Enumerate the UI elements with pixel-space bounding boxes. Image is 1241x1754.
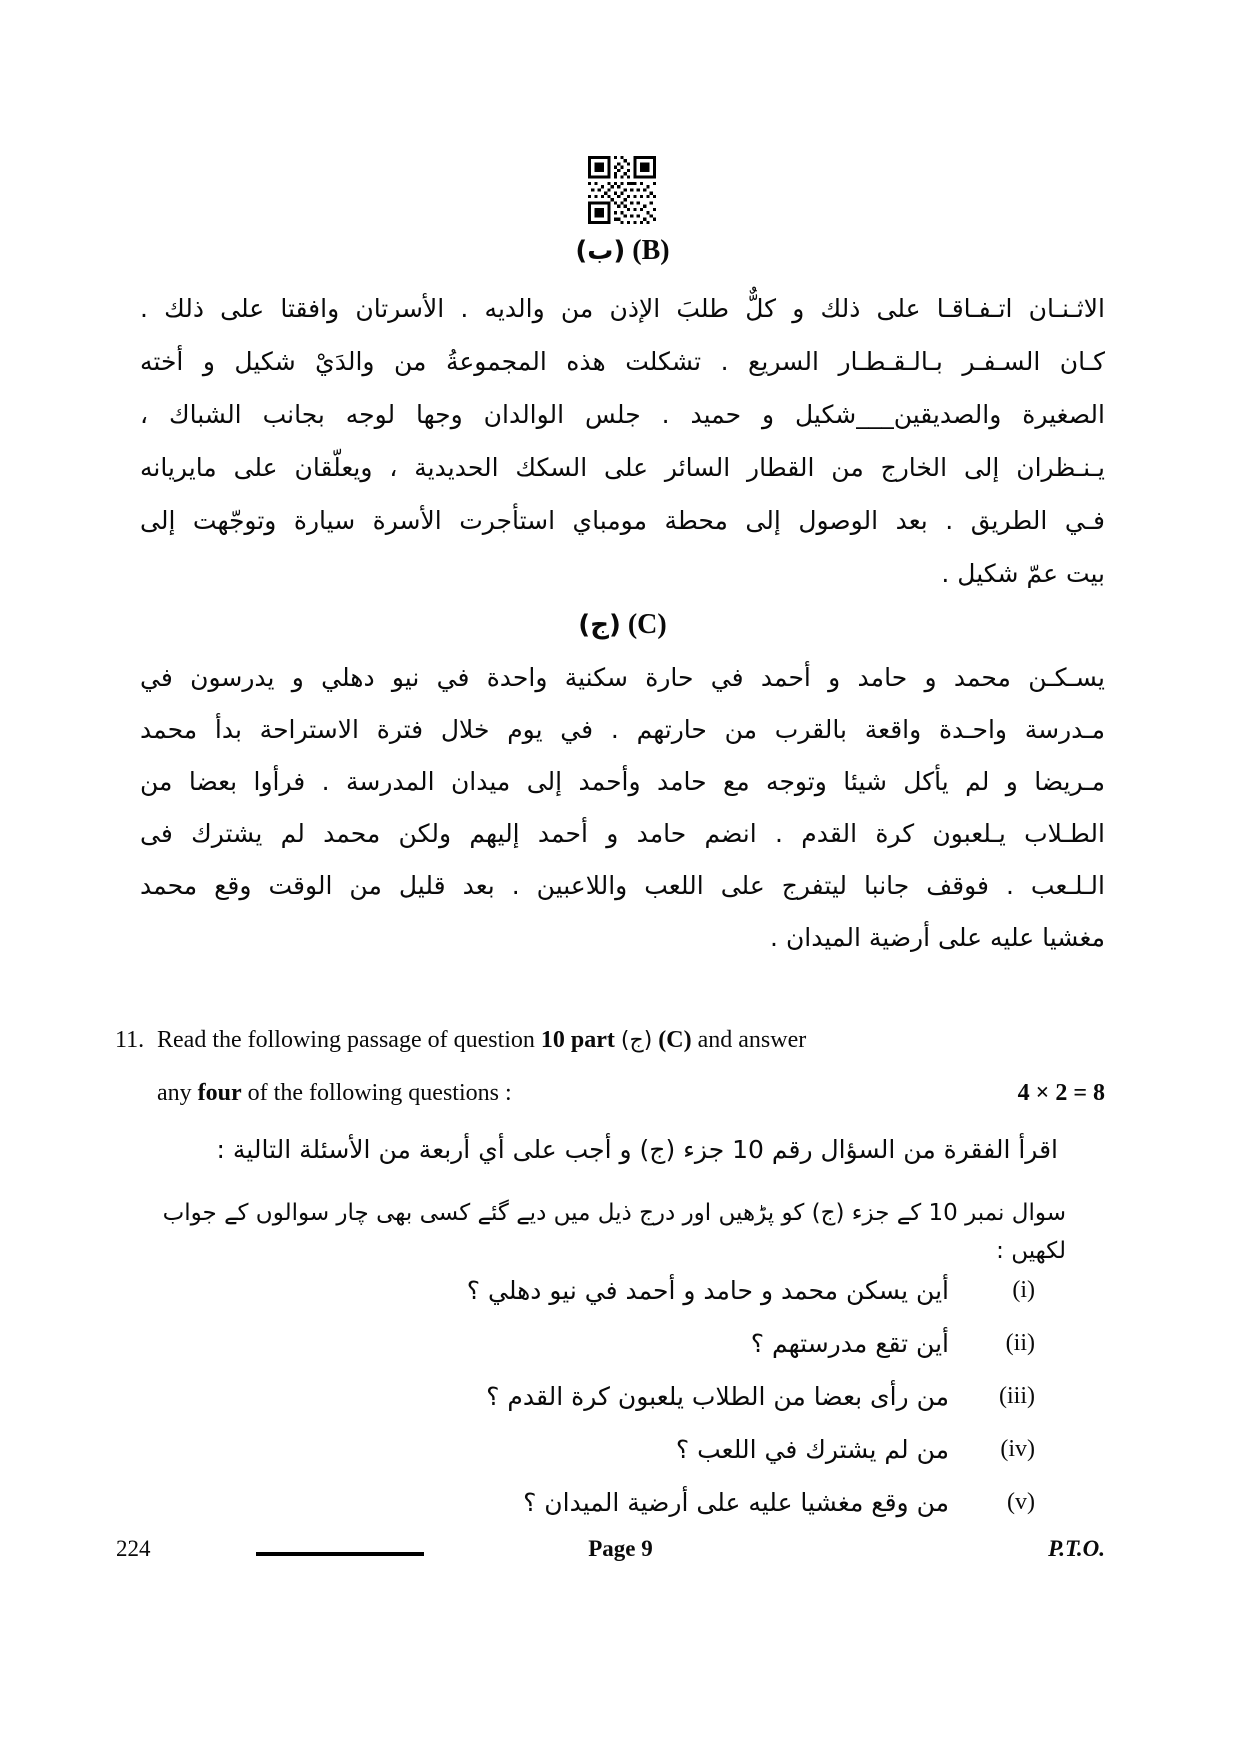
sub-question-iv-marker: (iv) xyxy=(1000,1436,1035,1462)
q11-text-segment: and answer xyxy=(691,1027,807,1053)
page-number: Page 9 xyxy=(588,1536,653,1561)
passage-b xyxy=(140,282,1105,600)
section-b-header xyxy=(140,230,1105,272)
sub-question-list xyxy=(115,1264,1035,1529)
passage-c-line-1: يسـكـن محمد و حامد و أحمد في حارة سكنية واحدة في نيو دهلي و يدرسون في xyxy=(140,663,1105,692)
question-11-number: 11. xyxy=(115,1027,145,1053)
question-11 xyxy=(115,1022,1105,1111)
passage-b-line-1: الاثـنـان اتـفـاقـا على ذلك و كلٌّ طلبَ الإذن من والديه . الأسرتان وافقتا على ذلك . xyxy=(140,294,1105,323)
sub-question-i-marker: (i) xyxy=(1012,1277,1035,1303)
pto-label: P.T.O. xyxy=(1048,1536,1105,1561)
sub-question-v-text: من وقع مغشيا عليه على أرضية الميدان ؟ xyxy=(523,1488,949,1517)
q11-text-segment: any xyxy=(157,1080,198,1106)
passage-b-line-3: الصغيرة والصديقين___شكيل و حميد . جلس الوالدان وجها لوجه بجانب الشباك ، xyxy=(140,400,1105,429)
marks-allocation: 4 × 2 = 8 xyxy=(1017,1080,1105,1106)
q11-arabic-part-letter: (ج) xyxy=(620,1028,653,1053)
question-11-text-line-2 xyxy=(157,1075,1018,1111)
sub-question-iv-text: من لم يشترك في اللعب ؟ xyxy=(675,1435,949,1464)
section-b-header-arabic: (ب) xyxy=(575,236,626,266)
sub-question-ii xyxy=(115,1317,1035,1370)
passage-b-line-6: بيت عمّ شكيل . xyxy=(941,559,1105,588)
paper-code: 224 xyxy=(116,1536,151,1561)
passage-c xyxy=(140,652,1105,964)
passage-b-line-4: يـنـظران إلى الخارج من القطار السائر على السكك الحديدية ، ويعلّقان على مايريانه xyxy=(140,453,1105,482)
q11-text-segment: Read the following passage of question xyxy=(157,1027,541,1053)
instruction-arabic: اقرأ الفقرة من السؤال رقم 10 جزء (ج) و أجب على أي أربعة من الأسئلة التالية : xyxy=(216,1135,1058,1164)
section-b-header-latin: (B) xyxy=(632,235,670,266)
passage-c-line-6: مغشيا عليه على أرضية الميدان . xyxy=(770,923,1105,952)
sub-question-iv xyxy=(115,1423,1035,1476)
question-11-line-1 xyxy=(115,1022,1105,1059)
sub-question-iii-marker: (iii) xyxy=(999,1383,1035,1409)
sub-question-iii-text: من رأى بعضا من الطلاب يلعبون كرة القدم ؟ xyxy=(486,1382,949,1411)
passage-c-line-3: مـريضا و لم يأكل شيئا وتوجه مع حامد وأحمد إلى ميدان المدرسة . فرأوا بعضا من xyxy=(140,767,1105,796)
instruction-urdu: سوال نمبر 10 کے جزء (ج) کو پڑھیں اور درج ذیل میں دیے گئے کسی بھی چار سوالوں کے جواب لکھیں : xyxy=(162,1200,1066,1264)
passage-b-line-2: كـان السـفـر بـالـقـطـار السريع . تشكلت هذه المجموعةُ من والدَيْ شكيل و أخته xyxy=(140,347,1105,376)
sub-question-ii-text: أين تقع مدرستهم ؟ xyxy=(750,1329,949,1358)
q11-text-segment: of the following questions : xyxy=(241,1080,512,1106)
qr-code xyxy=(588,156,656,224)
sub-question-i xyxy=(115,1264,1035,1317)
passage-c-line-2: مـدرسة واحـدة واقعة بالقرب من حارتهم . في يوم خلال فترة الاستراحة بدأ محمد xyxy=(140,715,1105,744)
q11-bold-part-ref: 10 part xyxy=(540,1027,621,1053)
sub-question-i-text: أين يسكن محمد و حامد و أحمد في نيو دهلي ؟ xyxy=(466,1276,949,1305)
sub-question-iii xyxy=(115,1370,1035,1423)
q11-bold-c-ref: (C) xyxy=(652,1027,692,1053)
section-c-header xyxy=(140,604,1105,646)
question-11-text-line-1 xyxy=(157,1022,1105,1059)
passage-c-line-5: الـلـعب . فوقف جانبا ليتفرج على اللعب واللاعبين . بعد قليل من الوقت وقع محمد xyxy=(140,871,1105,900)
question-11-line-2 xyxy=(115,1075,1105,1111)
sub-question-v xyxy=(115,1476,1035,1529)
passage-b-line-5: فـي الطريق . بعد الوصول إلى محطة مومباي استأجرت الأسرة سيارة وتوجّهت إلى xyxy=(140,506,1105,535)
section-c-header-arabic: (ج) xyxy=(578,610,621,640)
sub-question-ii-marker: (ii) xyxy=(1005,1330,1035,1356)
section-c-header-latin: (C) xyxy=(627,609,667,640)
q11-bold-four: four xyxy=(197,1080,242,1106)
passage-c-line-4: الطـلاب يـلعبون كرة القدم . انضم حامد و أحمد إليهم ولكن محمد لم يشترك فى xyxy=(140,819,1105,848)
sub-question-v-marker: (v) xyxy=(1007,1489,1035,1515)
